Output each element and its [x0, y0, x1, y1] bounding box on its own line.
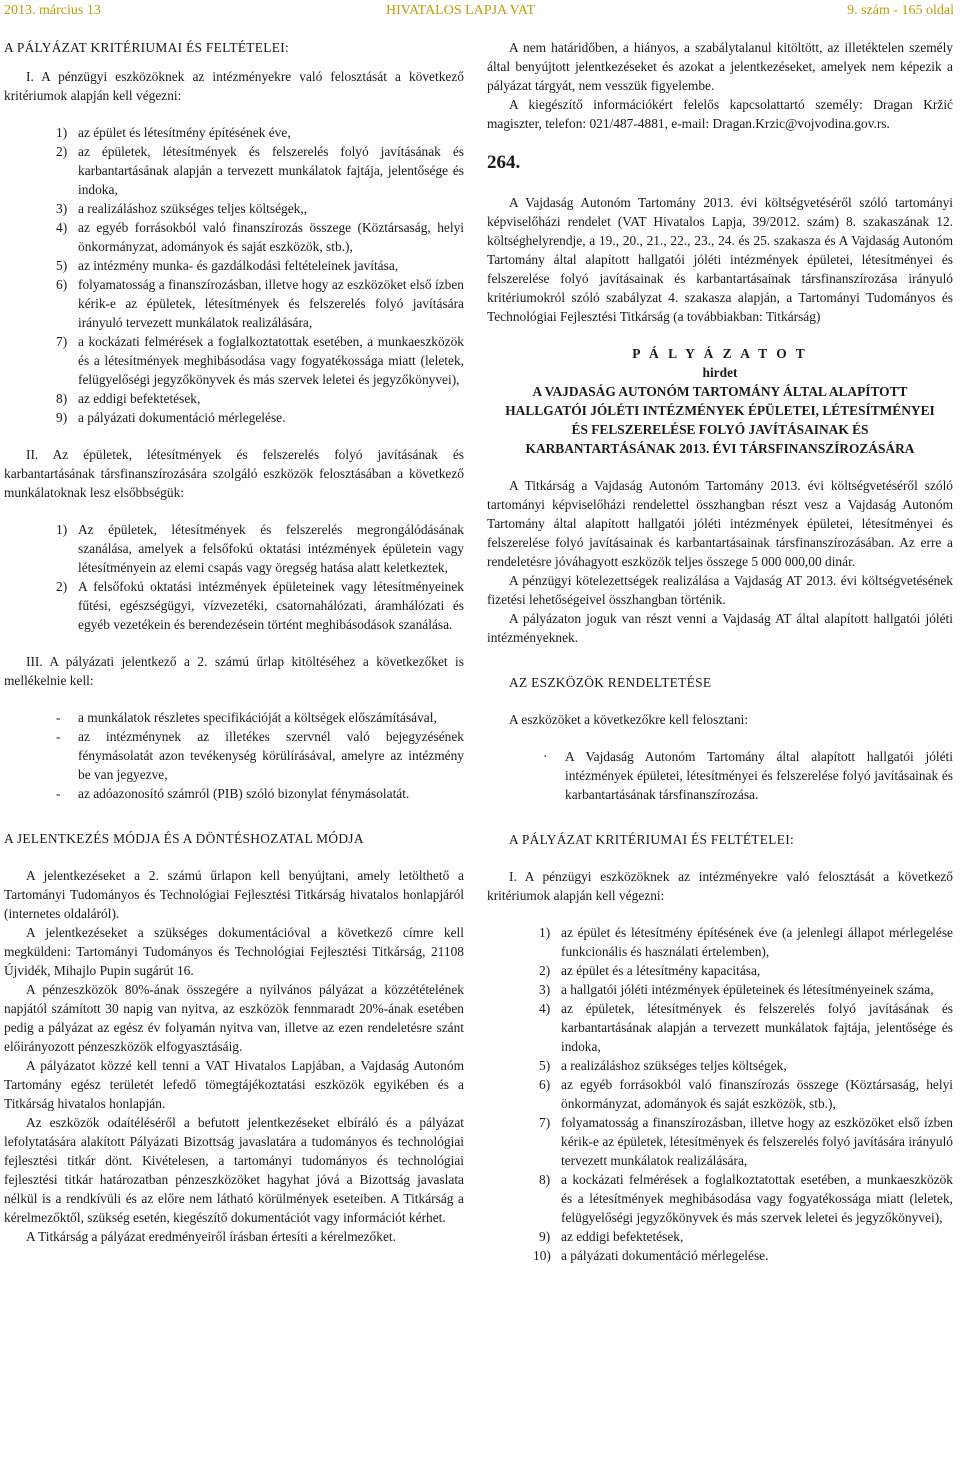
list-item: 4) az épületek, létesítmények és felszerelés folyó javításának és karbantartásának alapján a tervezett munkálatok fajtája, jelentősége és indoka, — [539, 1001, 953, 1054]
announcement-title: P Á L Y Á Z A T O T — [632, 346, 808, 361]
criteria-list — [4, 123, 464, 427]
right-column — [487, 30, 953, 1265]
list-item: - az adóazonosító számról (PIB) szóló bizonylat fénymásolatát. — [56, 786, 410, 801]
priority-list — [4, 520, 464, 634]
list-item: 2) A felsőfokú oktatási intézmények épületeinek vagy létesítményeinek fűtési, egészségügyi, vízvezetéki, csatornahálózati, áramhálózati és egyéb vezetékein és berendezésein történt meghibásodások szanálása. — [56, 579, 464, 632]
list-item: 6) az egyéb forrásokból való finanszírozás összege (Köztársaság, helyi önkormányzat, adományok és saját eszközök, stb.), — [539, 1077, 953, 1111]
list-item: - az intézménynek az illetékes szervnél való bejegyzésének fénymásolatát azon tevékenység körülírásával, amelyre az intézmény be van jegyezve, — [56, 729, 464, 782]
list-item: 2) az épület és a létesítmény kapacitása, — [539, 963, 761, 978]
paragraph: A jelentkezéseket a 2. számú űrlapon kell benyújtani, amely letölthető a Tartományi Tudományos és Technológiai Fejlesztési Titkárság hivatalos honlapjáról (internetes oldaláról). — [4, 868, 464, 921]
list-item: 1) Az épületek, létesítmények és felszerelés megrongálódásának szanálása, amelyek a felsőfokú oktatási intézmények épületein vagy létesítményein az elemi csapás vagy öregség hatása alatt keletkeztek, — [56, 522, 464, 575]
list-item: 1) az épület és létesítmény építésének éve, — [56, 125, 291, 140]
purpose-intro: A eszközöket a következőkre kell felosztani: — [509, 712, 749, 727]
criteria-intro-2: I. A pénzügyi eszközöknek az intézményekre való felosztását a következő kritériumok alapján kell végezni: — [487, 869, 953, 903]
announcement-heading: A VAJDASÁG AUTONÓM TARTOMÁNY ÁLTAL ALAPÍTOTT HALLGATÓI JÓLÉTI INTÉZMÉNYEK ÉPÜLETEI, LÉTESÍTMÉNYEI ÉS FELSZERELÉSE FOLYÓ JAVÍTÁSAINAK ÉS KARBANTARTÁSÁNAK 2013. ÉVI TÁRSFINANSZÍROZÁSÁRA — [505, 384, 935, 456]
announcement-verb: hirdet — [702, 365, 738, 380]
list-item: 5) a realizáláshoz szükséges teljes költségek, — [539, 1058, 787, 1073]
document-number: 264. — [487, 152, 521, 173]
list-item: 9) az eddigi befektetések, — [539, 1229, 684, 1244]
list-item: 5) az intézmény munka- és gazdálkodási feltételeinek javítása, — [56, 258, 399, 273]
paragraph: A pénzügyi kötelezettségek realizálása a Vajdaság AT 2013. évi költségvetésének fizetési lehetőségeivel összhangban történik. — [487, 573, 953, 607]
list-item: 3) a realizáláshoz szükséges teljes költségek,, — [56, 201, 308, 216]
left-column — [4, 30, 464, 1246]
paragraph: Az eszközök odaítéléséről a befutott jelentkezéseket elbíráló és a pályázat lefolytatására alakított Pályázati Bizottság javaslatára a tudományos és technológiai fejlesztési titkár dönt. Kivételesen, a tartományi tudományos és technológiai fejlesztési titkár határozatban pénzeszközöket hagyhat jóvá a Bizottság javaslata nélkül is a rendkívüli és az előre nem látható körülmények eseteiben. A Titkárság a kérelmezőktől, szükség esetén, kiegészítő dokumentációt vagy információt kérhet. — [4, 1115, 464, 1225]
section-title-criteria-2: A PÁLYÁZAT KRITÉRIUMAI ÉS FELTÉTELEI: — [509, 832, 794, 847]
list-item: 4) az egyéb forrásokból való finanszírozás összege (Köztársaság, helyi önkormányzat, adományok és saját eszközök, stb.), — [56, 220, 464, 254]
list-item: - a munkálatok részletes specifikációját a költségek előszámításával, — [56, 710, 437, 725]
section-title-application: A JELENTKEZÉS MÓDJA ÉS A DÖNTÉSHOZATAL MÓDJA — [4, 831, 364, 846]
attachments-list — [4, 708, 464, 803]
list-item: 7) folyamatosság a finanszírozásban, illetve hogy az eszközöket első ízben kérik-e az épületek, létesítmények és felszerelés folyó javítására irányuló tervezett munkálatok realizálására, — [539, 1115, 953, 1168]
paragraph: A Titkárság a pályázat eredményeiről írásban értesíti a kérelmezőket. — [26, 1229, 396, 1244]
attachments-intro: III. A pályázati jelentkező a 2. számú űrlap kitöltéséhez a következőket is mellékelnie kell: — [4, 654, 464, 688]
list-item: 7) a kockázati felmérések a foglalkoztatottak esetében, a munkaeszközök és a létesítmények meghibásodása vagy fogyatékossága miatt (leletek, felügyelőségi jegyzőkönyvek és más szervek leletei és jegyzőkönyvei), — [56, 334, 464, 387]
list-item: · A Vajdaság Autonóm Tartomány által alapított hallgatói jóléti intézmények épületei, létesítményei és felszerelése folyó javításainak és karbantartásának társfinanszírozása. — [543, 749, 953, 802]
section-title-criteria: A PÁLYÁZAT KRITÉRIUMAI ÉS FELTÉTELEI: — [4, 40, 289, 55]
list-item: 8) a kockázati felmérések a foglalkoztatottak esetében, a munkaeszközök és a létesítmények meghibásodása vagy fogyatékossága miatt (leletek, felügyelőségi jegyzőkönyvek és más szervek leletei és jegyzőkönyvei), — [539, 1172, 953, 1225]
list-item: 1) az épület és létesítmény építésének éve (a jelenlegi állapot mérlegelése funkcionális és használati értelemben), — [539, 925, 953, 959]
paragraph: A jelentkezéseket a szükséges dokumentációval a következő címre kell megküldeni: Tartományi Tudományos és Technológiai Fejlesztési Titkárság, 21108 Újvidék, Mihajlo Pupin sugárút 16. — [4, 925, 464, 978]
paragraph: A Titkárság a Vajdaság Autonóm Tartomány 2013. évi költségvetéséről szóló tartományi képviselőházi rendelettel összhangban részt vesz a Vajdaság Autonóm Tartomány által alapított hallgatói jóléti intézmények épületei, létesítményei és felszerelése folyó javításainak és karbantartásainak társfinanszírozásában. Az erre a rendeletésre jóváhagyott eszközök teljes összege 5 000 000,00 dinár. — [487, 478, 953, 569]
list-item: 9) a pályázati dokumentáció mérlegelése. — [56, 410, 286, 425]
paragraph: A pénzeszközök 80%-ának összegére a nyilvános pályázat a közzétételének napjától számított 30 napig van nyitva, az eszközök fennmaradt 20%-ának esetében pedig a pályázat az egész év folyamán nyitva van, illetve az ezen rendeletésre szánt előirányozott pénzeszközök elfogyasztásáig. — [4, 982, 464, 1054]
page-header — [0, 0, 960, 22]
list-item: 8) az eddigi befektetések, — [56, 391, 201, 406]
section-title-purpose: AZ ESZKÖZÖK RENDELTETÉSE — [509, 675, 712, 690]
purpose-list — [487, 747, 953, 804]
header-title: HIVATALOS LAPJA VAT — [386, 3, 536, 18]
list-item: 6) folyamatosság a finanszírozásban, illetve hogy az eszközöket első ízben kérik-e az épületek, létesítmények és felszerelés folyó javítására irányuló tervezett munkálatok realizálására, — [56, 277, 464, 330]
header-date: 2013. március 13 — [4, 3, 101, 18]
paragraph: A pályázatot közzé kell tenni a VAT Hivatalos Lapjában, a Vajdaság Autonóm Tartomány egész területét lefedő tömegtájékoztatási eszközök egyikében és a Titkárság hivatalos honlapján. — [4, 1058, 464, 1111]
list-item: 2) az épületek, létesítmények és felszerelés folyó javításának és karbantartásának alapján a tervezett munkálatok fajtája, jelentősége és indoka, — [56, 144, 464, 197]
priority-intro: II. Az épületek, létesítmények és felszerelés folyó javításának és karbantartásának társfinanszírozására szolgáló eszközök felosztásában a következő munkálatoknak lesz elsőbbségük: — [4, 447, 464, 500]
header-page-number: 9. szám - 165 oldal — [847, 3, 954, 18]
intro-paragraph: A Vajdaság Autonóm Tartomány 2013. évi költségvetéséről szóló tartományi képviselőházi rendelet (VAT Hivatalos Lapja, 39/2012. szám) 8. szakaszának 12. költséghelyrendje, a 19., 20., 21., 22., 23., 24. és 25. szakasza és A Vajdaság Autonóm Tartomány által alapított hallgatói jóléti intézmények épületei, létesítményei és felszerelése folyó javításainak és karbantartásainak társfinanszírozása irányuló kritériumokról szóló szabályzat 4. szakasza alapján, a Tartományi Tudományos és Technológiai Fejlesztési Titkárság (a továbbiakban: Titkárság) — [487, 195, 953, 324]
paragraph: A pályázaton joguk van részt venni a Vajdaság AT által alapított hallgatói jóléti intézményeknek. — [487, 611, 953, 645]
list-item: 10) a pályázati dokumentáció mérlegelése. — [533, 1248, 769, 1263]
criteria-intro: I. A pénzügyi eszközöknek az intézményekre való felosztását a következő kritériumok alapján kell végezni: — [4, 69, 464, 103]
paragraph: A nem határidőben, a hiányos, a szabálytalanul kitöltött, az illetéktelen személy által benyújtott jelentkezéseket és azokat a jelentkezéseket, amelyek nem képezik a pályázat tárgyát, nem vesszük figyelembe. — [487, 40, 953, 93]
list-item: 3) a hallgatói jóléti intézmények épületeinek és létesítményeinek száma, — [539, 982, 934, 997]
contact-paragraph: A kiegészítő információkért felelős kapcsolattartó személy: Dragan Kržić magiszter, telefon: 021/487-4881, e-mail: Dragan.Krzic@vojvodina.gov.rs. — [487, 97, 953, 131]
criteria-list-2 — [487, 923, 953, 1265]
